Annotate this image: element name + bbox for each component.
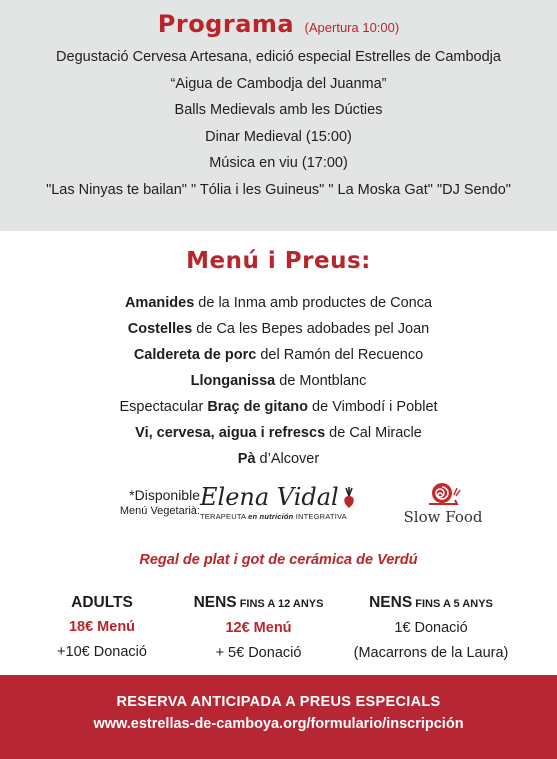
price-column-kids-12: [176, 592, 341, 665]
menu-item: [0, 394, 557, 420]
programa-line: “Aigua de Cambodja del Juanma”: [170, 75, 387, 92]
menu-item: [0, 316, 557, 342]
elena-vidal-logo: [200, 482, 360, 530]
price-donation: + 5€ Donació: [215, 645, 302, 661]
gift-note: Regal de plat i got de cerámica de Verdú: [139, 552, 418, 568]
menu-section: [0, 248, 557, 472]
menu-item-detail: del Ramón del Recuenco: [256, 347, 424, 363]
programa-line: Degustació Cervesa Artesana, edició especial Estrelles de Cambodja: [56, 49, 501, 65]
menu-item-detail: de Montblanc: [275, 373, 367, 389]
vegetarian-note-line1: *Disponible: [129, 487, 200, 503]
price-donation: (Macarrons de la Laura): [353, 645, 509, 661]
programa-line: Balls Medievals amb les Dúcties: [174, 102, 383, 118]
menu-item-detail: de Vimbodí i Poblet: [308, 399, 438, 415]
prices-section: [0, 592, 557, 672]
menu-item-detail: de Ca les Bepes adobades pel Joan: [192, 321, 430, 337]
menu-item-name: Llonganissa: [190, 373, 276, 389]
price-menu: 12€ Menú: [225, 620, 292, 636]
menu-item-name: Vi, cervesa, aigua i refrescs: [135, 425, 326, 441]
reservation-banner: [0, 675, 557, 759]
programa-title: Programa: [157, 10, 295, 38]
beet-icon: [342, 486, 356, 508]
logos-row: [0, 482, 557, 532]
menu-item-detail: d’Alcover: [255, 451, 320, 467]
vegetarian-note-line2: Menú Vegetarià:: [119, 505, 200, 517]
price-menu: 1€ Donació: [394, 620, 468, 636]
elena-vidal-name: Elena Vidal: [200, 483, 339, 511]
price-column-adults: [52, 592, 152, 664]
menu-item: [0, 290, 557, 316]
slow-food-name: Slow Food: [403, 508, 483, 526]
price-head: NENS FINS A 12 ANYS: [193, 594, 324, 611]
programa-line: Dinar Medieval (15:00): [205, 128, 352, 145]
menu-item-name: Costelles: [127, 321, 193, 337]
programa-line: Música en viu (17:00): [209, 155, 348, 171]
reservation-text: RESERVA ANTICIPADA A PREUS ESPECIALS: [116, 694, 441, 710]
menu-item-name: Braç de gitano: [207, 399, 309, 415]
elena-vidal-tagline: TERAPEUTA en nutrición INTEGRATIVA: [200, 512, 347, 521]
menu-item: [0, 446, 557, 472]
menu-item: [0, 368, 557, 394]
menu-item: [0, 342, 557, 368]
programa-heading: [0, 0, 557, 44]
snail-icon: [425, 482, 461, 506]
menu-item-prefix: Espectacular: [119, 399, 208, 415]
price-menu: 18€ Menú: [68, 619, 136, 635]
price-donation: +10€ Donació: [57, 644, 147, 660]
slow-food-logo: [388, 482, 498, 526]
price-head: NENS FINS A 5 ANYS: [369, 594, 493, 611]
price-head: ADULTS: [71, 594, 133, 611]
menu-item-name: Amanides: [124, 295, 195, 311]
reservation-link[interactable]: www.estrellas-de-camboya.org/formulario/inscripción: [93, 716, 464, 732]
menu-title: Menú i Preus:: [186, 248, 371, 274]
programa-section: [0, 0, 557, 231]
menu-item-name: Caldereta de porc: [133, 347, 257, 363]
menu-item-name: Pà: [237, 451, 256, 467]
menu-item-detail: de Cal Miracle: [325, 425, 422, 441]
programa-subtitle: (Apertura 10:00): [304, 20, 400, 35]
price-column-kids-5: [346, 592, 516, 665]
programa-line: "Las Ninyas te bailan" " Tólia i les Guineus" " La Moska Gat" "DJ Sendo": [46, 181, 511, 198]
vegetarian-note: [60, 487, 200, 517]
menu-item-detail: de la Inma amb productes de Conca: [194, 295, 433, 311]
menu-item: [0, 420, 557, 446]
